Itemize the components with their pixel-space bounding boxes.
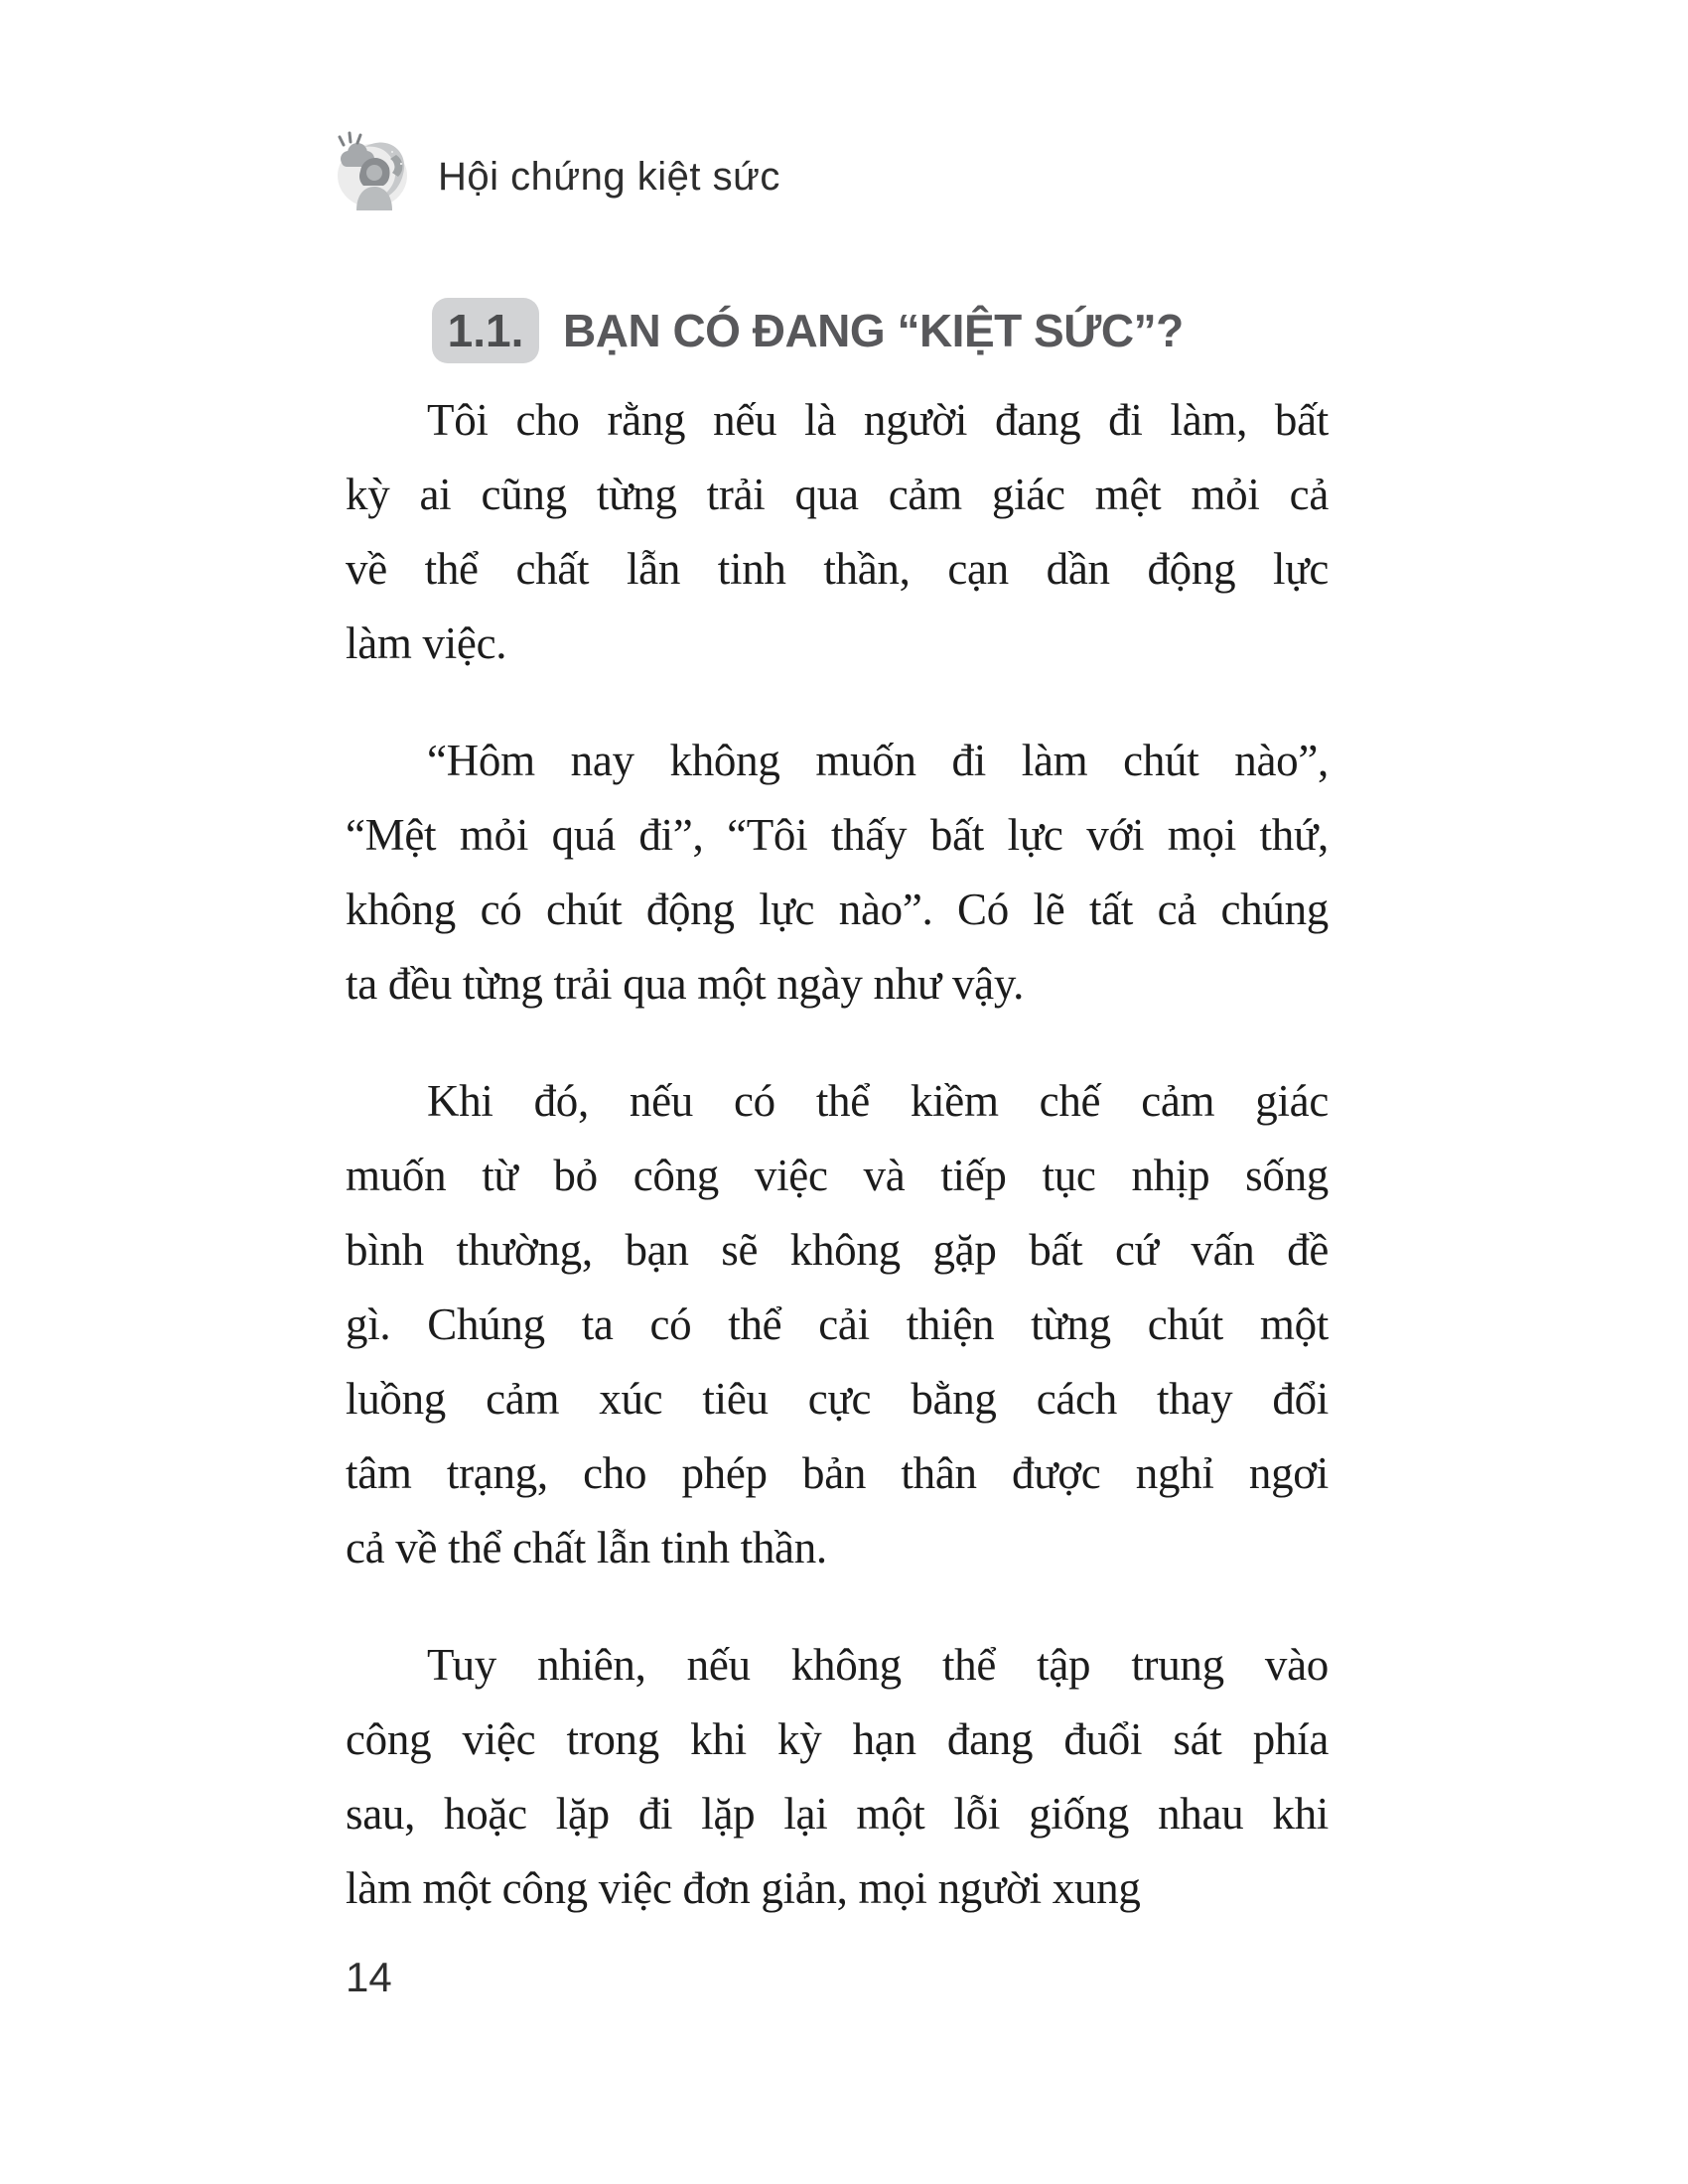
text-line: làm việc. [346,618,507,668]
text-line: kỳ ai cũng từng trải qua cảm giác mệt mỏi cả [346,470,1329,519]
section-number-badge: 1.1. [432,298,539,363]
text-line: muốn từ bỏ công việc và tiếp tục nhịp sống [346,1151,1329,1200]
section-heading [432,298,1184,363]
text-line: cả về thể chất lẫn tinh thần. [346,1523,827,1572]
paragraph [346,1628,1329,1926]
paragraph [346,1064,1329,1585]
text-line: sau, hoặc lặp đi lặp lại một lỗi giống nhau khi [346,1789,1329,1839]
running-header [335,129,780,210]
text-line: không có chút động lực nào”. Có lẽ tất cả chúng [346,885,1329,934]
text-line: bình thường, bạn sẽ không gặp bất cứ vấn đề [346,1225,1329,1275]
text-line: công việc trong khi kỳ hạn đang đuổi sát phía [346,1714,1329,1764]
body-text [346,383,1329,1926]
page-number: 14 [346,1954,392,2000]
text-line: tâm trạng, cho phép bản thân được nghỉ ngơi [346,1448,1329,1498]
paragraph [346,383,1329,681]
text-line: về thể chất lẫn tinh thần, cạn dần động lực [346,544,1329,594]
text-line: ta đều từng trải qua một ngày như vậy. [346,959,1025,1009]
paragraph [346,724,1329,1022]
text-line: Tôi cho rằng nếu là người đang đi làm, bất [427,395,1329,445]
text-line: Tuy nhiên, nếu không thể tập trung vào [427,1640,1329,1690]
text-line: làm một công việc đơn giản, mọi người xung [346,1863,1141,1913]
text-line: “Mệt mỏi quá đi”, “Tôi thấy bất lực với mọi thứ, [346,810,1329,860]
text-line: “Hôm nay không muốn đi làm chút nào”, [427,736,1329,785]
text-line: Khi đó, nếu có thể kiềm chế cảm giác [427,1076,1329,1126]
text-line: gì. Chúng ta có thể cải thiện từng chút một [346,1299,1329,1349]
burnout-illustration-icon [335,129,410,210]
text-line: luồng cảm xúc tiêu cực bằng cách thay đổi [346,1374,1329,1424]
book-title: Hội chứng kiệt sức [438,154,780,199]
section-title: BẠN CÓ ĐANG “KIỆT SỨC”? [563,305,1184,356]
